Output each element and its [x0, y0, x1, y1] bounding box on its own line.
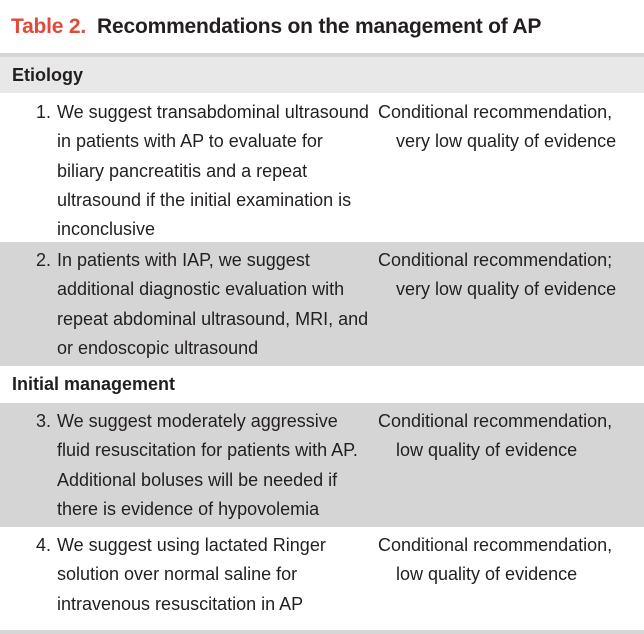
table-row [0, 242, 644, 366]
table-row [0, 94, 644, 242]
strength-line-1: Conditional recommendation, [378, 535, 613, 555]
recommendation-strength [373, 531, 644, 620]
recommendation-strength [373, 407, 644, 527]
recommendation-text: We suggest transabdominal ultrasound in patients with AP to evaluate for biliary pancreatitis and a repeat ultrasound if the initial examination is inconclusive [57, 102, 369, 240]
strength-line-2: very low quality of evidence [396, 279, 617, 300]
strength-line-1: Conditional recommendation, [378, 102, 613, 122]
recommendation-number: 1. [35, 102, 51, 122]
recommendation-number: 2. [35, 250, 51, 270]
recommendation-text: In patients with IAP, we suggest additional diagnostic evaluation with repeat abdominal ultrasound, MRI, and or endoscopic ultrasound [57, 250, 369, 358]
strength-line-1: Conditional recommendation, [378, 411, 613, 431]
strength-line-1: Conditional recommendation; [378, 250, 613, 270]
table-label: Table 2. [11, 14, 87, 38]
table-row [0, 403, 644, 527]
recommendation-strength [373, 246, 644, 366]
table-title: Recommendations on the management of AP [97, 14, 542, 38]
section-heading-initial-management: Initial management [12, 374, 176, 394]
table-row [0, 527, 644, 620]
table-caption [0, 0, 644, 57]
strength-line-2: low quality of evidence [396, 564, 578, 585]
strength-line-2: low quality of evidence [396, 440, 578, 461]
table-bottom-rule [0, 630, 644, 634]
recommendation-text: We suggest using lactated Ringer solution over normal saline for intravenous resuscitation in AP [57, 535, 326, 614]
section-heading-etiology: Etiology [0, 57, 644, 94]
recommendation-text: We suggest moderately aggressive fluid resuscitation for patients with AP. Additional boluses will be needed if there is evidence of hypovolemia [57, 411, 358, 519]
recommendation-number: 4. [35, 535, 51, 555]
recommendation-strength [373, 98, 644, 242]
strength-line-2: very low quality of evidence [396, 131, 617, 152]
recommendation-number: 3. [35, 411, 51, 431]
